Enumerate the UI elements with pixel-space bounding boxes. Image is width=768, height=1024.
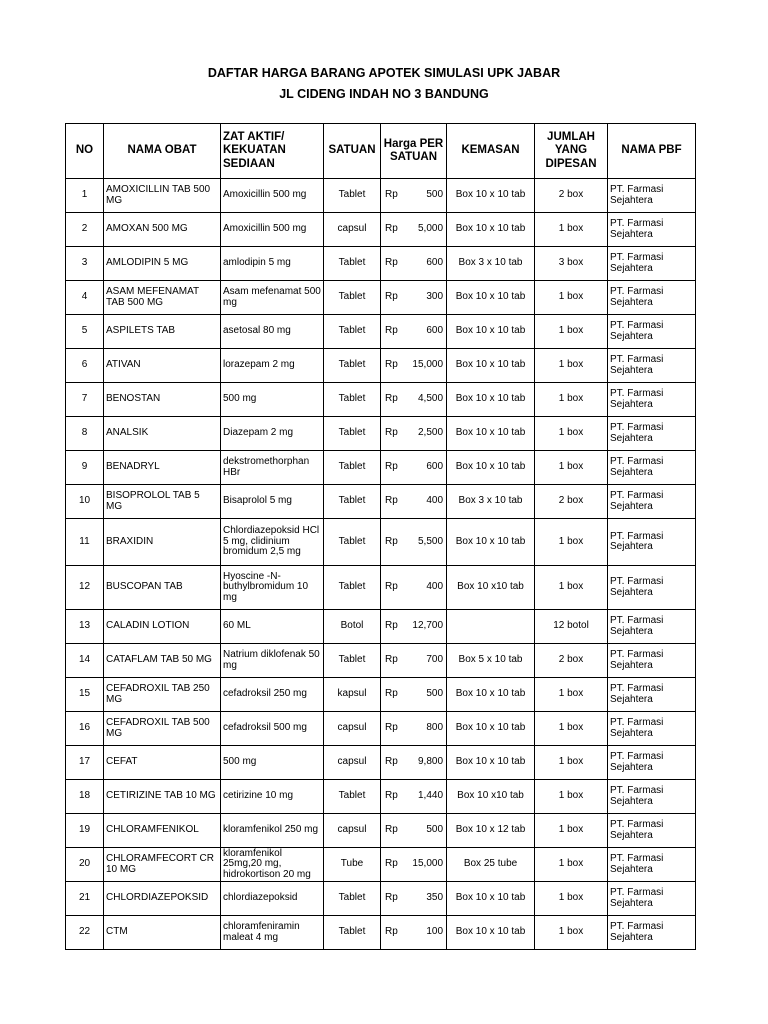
row-satuan: Tablet [324, 566, 381, 610]
row-nama-pbf: PT. Farmasi Sejahtera [608, 610, 696, 644]
row-nama-obat: BENOSTAN [104, 383, 221, 417]
row-jumlah: 1 box [535, 451, 608, 485]
row-kemasan: Box 10 x 10 tab [447, 916, 535, 950]
row-harga: 600 [409, 315, 447, 349]
row-zat-aktif: Bisaprolol 5 mg [221, 485, 324, 519]
row-harga: 2,500 [409, 417, 447, 451]
row-nama-pbf: PT. Farmasi Sejahtera [608, 519, 696, 566]
row-satuan: Tablet [324, 882, 381, 916]
header-satuan: SATUAN [324, 124, 381, 179]
price-table [65, 123, 696, 950]
row-nama-obat: ASAM MEFENAMAT TAB 500 MG [104, 281, 221, 315]
row-satuan: capsul [324, 213, 381, 247]
row-jumlah: 1 box [535, 519, 608, 566]
row-rp: Rp [381, 644, 409, 678]
row-nama-obat: CHLORAMFENIKOL [104, 814, 221, 848]
row-satuan: Tablet [324, 315, 381, 349]
row-harga: 500 [409, 678, 447, 712]
row-nama-pbf: PT. Farmasi Sejahtera [608, 644, 696, 678]
row-rp: Rp [381, 678, 409, 712]
row-nama-pbf: PT. Farmasi Sejahtera [608, 349, 696, 383]
row-satuan: kapsul [324, 678, 381, 712]
row-rp: Rp [381, 746, 409, 780]
row-kemasan: Box 10 x 10 tab [447, 383, 535, 417]
row-no: 5 [66, 315, 104, 349]
row-jumlah: 1 box [535, 712, 608, 746]
row-nama-obat: ASPILETS TAB [104, 315, 221, 349]
row-no: 21 [66, 882, 104, 916]
row-no: 10 [66, 485, 104, 519]
row-no: 11 [66, 519, 104, 566]
table-row [66, 566, 696, 610]
header-jumlah: JUMLAH YANG DIPESAN [535, 124, 608, 179]
table-row [66, 213, 696, 247]
row-nama-obat: CHLORAMFECORT CR 10 MG [104, 848, 221, 882]
row-satuan: Tablet [324, 247, 381, 281]
row-zat-aktif: lorazepam 2 mg [221, 349, 324, 383]
row-jumlah: 1 box [535, 916, 608, 950]
row-rp: Rp [381, 281, 409, 315]
row-zat-aktif: cetirizine 10 mg [221, 780, 324, 814]
row-rp: Rp [381, 712, 409, 746]
row-nama-pbf: PT. Farmasi Sejahtera [608, 451, 696, 485]
row-harga: 600 [409, 247, 447, 281]
row-harga: 1,440 [409, 780, 447, 814]
row-harga: 400 [409, 485, 447, 519]
header-nama-obat: NAMA OBAT [104, 124, 221, 179]
table-row [66, 814, 696, 848]
row-nama-pbf: PT. Farmasi Sejahtera [608, 417, 696, 451]
row-zat-aktif: cefadroksil 500 mg [221, 712, 324, 746]
row-jumlah: 1 box [535, 315, 608, 349]
row-kemasan: Box 10 x 10 tab [447, 678, 535, 712]
row-rp: Rp [381, 247, 409, 281]
table-row [66, 179, 696, 213]
row-nama-obat: BENADRYL [104, 451, 221, 485]
row-jumlah: 1 box [535, 417, 608, 451]
row-satuan: capsul [324, 712, 381, 746]
header-harga: Harga PER SATUAN [381, 124, 447, 179]
row-jumlah: 3 box [535, 247, 608, 281]
row-nama-obat: AMLODIPIN 5 MG [104, 247, 221, 281]
row-rp: Rp [381, 451, 409, 485]
row-kemasan: Box 10 x 10 tab [447, 417, 535, 451]
row-no: 9 [66, 451, 104, 485]
row-satuan: Tablet [324, 485, 381, 519]
row-zat-aktif: Chlordiazepoksid HCl 5 mg, clidinium bromidum 2,5 mg [221, 519, 324, 566]
table-row [66, 746, 696, 780]
row-zat-aktif: kloramfenikol 25mg,20 mg, hidrokortison 20 mg [221, 848, 324, 882]
row-rp: Rp [381, 882, 409, 916]
row-kemasan: Box 10 x 10 tab [447, 349, 535, 383]
header-row [66, 124, 696, 179]
table-row [66, 916, 696, 950]
row-zat-aktif: Diazepam 2 mg [221, 417, 324, 451]
row-jumlah: 2 box [535, 644, 608, 678]
row-harga: 600 [409, 451, 447, 485]
row-jumlah: 1 box [535, 383, 608, 417]
table-row [66, 485, 696, 519]
row-jumlah: 2 box [535, 485, 608, 519]
row-jumlah: 12 botol [535, 610, 608, 644]
row-nama-pbf: PT. Farmasi Sejahtera [608, 179, 696, 213]
table-row [66, 678, 696, 712]
row-nama-obat: CTM [104, 916, 221, 950]
row-no: 18 [66, 780, 104, 814]
row-rp: Rp [381, 916, 409, 950]
row-no: 1 [66, 179, 104, 213]
row-no: 6 [66, 349, 104, 383]
row-satuan: Tablet [324, 519, 381, 566]
row-satuan: Tablet [324, 349, 381, 383]
row-kemasan: Box 10 x 10 tab [447, 315, 535, 349]
row-nama-pbf: PT. Farmasi Sejahtera [608, 746, 696, 780]
table-row [66, 417, 696, 451]
row-no: 13 [66, 610, 104, 644]
row-nama-obat: CALADIN LOTION [104, 610, 221, 644]
row-harga: 300 [409, 281, 447, 315]
row-nama-pbf: PT. Farmasi Sejahtera [608, 814, 696, 848]
row-harga: 5,500 [409, 519, 447, 566]
row-nama-obat: AMOXICILLIN TAB 500 MG [104, 179, 221, 213]
document-title: DAFTAR HARGA BARANG APOTEK SIMULASI UPK JABAR [207, 66, 561, 80]
row-harga: 5,000 [409, 213, 447, 247]
row-harga: 350 [409, 882, 447, 916]
row-kemasan: Box 10 x 10 tab [447, 281, 535, 315]
row-rp: Rp [381, 485, 409, 519]
row-zat-aktif: 60 ML [221, 610, 324, 644]
row-nama-pbf: PT. Farmasi Sejahtera [608, 315, 696, 349]
row-rp: Rp [381, 814, 409, 848]
row-nama-obat: CEFADROXIL TAB 250 MG [104, 678, 221, 712]
row-harga: 9,800 [409, 746, 447, 780]
row-kemasan: Box 10 x 10 tab [447, 712, 535, 746]
row-zat-aktif: Amoxicillin 500 mg [221, 213, 324, 247]
header-kemasan: KEMASAN [447, 124, 535, 179]
row-nama-pbf: PT. Farmasi Sejahtera [608, 213, 696, 247]
row-no: 8 [66, 417, 104, 451]
row-jumlah: 1 box [535, 213, 608, 247]
table-row [66, 281, 696, 315]
table-body [66, 179, 696, 950]
row-satuan: Tablet [324, 179, 381, 213]
row-harga: 15,000 [409, 349, 447, 383]
row-satuan: Tablet [324, 916, 381, 950]
row-jumlah: 1 box [535, 882, 608, 916]
row-kemasan: Box 3 x 10 tab [447, 247, 535, 281]
row-jumlah: 1 box [535, 780, 608, 814]
row-nama-pbf: PT. Farmasi Sejahtera [608, 678, 696, 712]
row-rp: Rp [381, 417, 409, 451]
row-nama-obat: CHLORDIAZEPOKSID [104, 882, 221, 916]
row-zat-aktif: Amoxicillin 500 mg [221, 179, 324, 213]
row-harga: 700 [409, 644, 447, 678]
row-nama-pbf: PT. Farmasi Sejahtera [608, 383, 696, 417]
row-rp: Rp [381, 610, 409, 644]
row-harga: 12,700 [409, 610, 447, 644]
row-nama-obat: CEFAT [104, 746, 221, 780]
row-kemasan: Box 10 x 10 tab [447, 179, 535, 213]
row-zat-aktif: kloramfenikol 250 mg [221, 814, 324, 848]
row-zat-aktif: Asam mefenamat 500 mg [221, 281, 324, 315]
row-rp: Rp [381, 315, 409, 349]
row-kemasan [447, 610, 535, 644]
table-row [66, 519, 696, 566]
row-nama-obat: BISOPROLOL TAB 5 MG [104, 485, 221, 519]
row-zat-aktif: cefadroksil 250 mg [221, 678, 324, 712]
row-nama-pbf: PT. Farmasi Sejahtera [608, 247, 696, 281]
row-kemasan: Box 10 x10 tab [447, 566, 535, 610]
row-zat-aktif: 500 mg [221, 746, 324, 780]
row-harga: 15,000 [409, 848, 447, 882]
row-kemasan: Box 10 x 10 tab [447, 746, 535, 780]
row-satuan: Tablet [324, 383, 381, 417]
row-zat-aktif: chloramfeniramin maleat 4 mg [221, 916, 324, 950]
row-no: 4 [66, 281, 104, 315]
row-jumlah: 1 box [535, 814, 608, 848]
row-rp: Rp [381, 383, 409, 417]
header-no: NO [66, 124, 104, 179]
row-no: 12 [66, 566, 104, 610]
row-jumlah: 1 box [535, 678, 608, 712]
row-jumlah: 1 box [535, 281, 608, 315]
row-kemasan: Box 10 x 12 tab [447, 814, 535, 848]
table-row [66, 712, 696, 746]
row-no: 14 [66, 644, 104, 678]
row-no: 22 [66, 916, 104, 950]
row-no: 17 [66, 746, 104, 780]
table-row [66, 780, 696, 814]
document-subtitle: JL CIDENG INDAH NO 3 BANDUNG [279, 87, 489, 101]
row-nama-pbf: PT. Farmasi Sejahtera [608, 780, 696, 814]
row-jumlah: 2 box [535, 179, 608, 213]
row-nama-pbf: PT. Farmasi Sejahtera [608, 916, 696, 950]
row-kemasan: Box 5 x 10 tab [447, 644, 535, 678]
row-zat-aktif: dekstromethorphan HBr [221, 451, 324, 485]
table-row [66, 644, 696, 678]
row-nama-obat: CETIRIZINE TAB 10 MG [104, 780, 221, 814]
row-zat-aktif: Natrium diklofenak 50 mg [221, 644, 324, 678]
row-rp: Rp [381, 213, 409, 247]
row-nama-obat: ATIVAN [104, 349, 221, 383]
row-nama-pbf: PT. Farmasi Sejahtera [608, 485, 696, 519]
row-kemasan: Box 25 tube [447, 848, 535, 882]
row-satuan: Tablet [324, 417, 381, 451]
table-row [66, 349, 696, 383]
row-harga: 800 [409, 712, 447, 746]
table-row [66, 451, 696, 485]
row-no: 19 [66, 814, 104, 848]
header-nama-pbf: NAMA PBF [608, 124, 696, 179]
row-nama-pbf: PT. Farmasi Sejahtera [608, 281, 696, 315]
row-rp: Rp [381, 349, 409, 383]
row-satuan: capsul [324, 746, 381, 780]
table-row [66, 848, 696, 882]
row-harga: 500 [409, 179, 447, 213]
row-satuan: Tablet [324, 281, 381, 315]
row-no: 2 [66, 213, 104, 247]
row-nama-pbf: PT. Farmasi Sejahtera [608, 882, 696, 916]
row-nama-obat: CEFADROXIL TAB 500 MG [104, 712, 221, 746]
row-no: 15 [66, 678, 104, 712]
row-jumlah: 1 box [535, 566, 608, 610]
row-no: 16 [66, 712, 104, 746]
row-nama-pbf: PT. Farmasi Sejahtera [608, 566, 696, 610]
row-jumlah: 1 box [535, 746, 608, 780]
row-rp: Rp [381, 179, 409, 213]
row-satuan: Botol [324, 610, 381, 644]
row-rp: Rp [381, 848, 409, 882]
row-zat-aktif: Hyoscine -N-buthylbromidum 10 mg [221, 566, 324, 610]
row-satuan: Tablet [324, 644, 381, 678]
row-harga: 500 [409, 814, 447, 848]
row-kemasan: Box 10 x 10 tab [447, 451, 535, 485]
row-kemasan: Box 10 x 10 tab [447, 882, 535, 916]
row-harga: 4,500 [409, 383, 447, 417]
row-no: 3 [66, 247, 104, 281]
row-rp: Rp [381, 566, 409, 610]
table-row [66, 610, 696, 644]
row-zat-aktif: chlordiazepoksid [221, 882, 324, 916]
row-nama-pbf: PT. Farmasi Sejahtera [608, 848, 696, 882]
row-jumlah: 1 box [535, 848, 608, 882]
row-nama-obat: BRAXIDIN [104, 519, 221, 566]
row-kemasan: Box 10 x 10 tab [447, 519, 535, 566]
row-satuan: Tablet [324, 451, 381, 485]
row-kemasan: Box 3 x 10 tab [447, 485, 535, 519]
row-no: 7 [66, 383, 104, 417]
row-kemasan: Box 10 x 10 tab [447, 213, 535, 247]
row-nama-obat: ANALSIK [104, 417, 221, 451]
table-row [66, 315, 696, 349]
row-nama-obat: BUSCOPAN TAB [104, 566, 221, 610]
table-row [66, 383, 696, 417]
row-harga: 400 [409, 566, 447, 610]
row-no: 20 [66, 848, 104, 882]
row-jumlah: 1 box [535, 349, 608, 383]
header-zat-aktif: ZAT AKTIF/ KEKUATAN SEDIAAN [221, 124, 324, 179]
table-row [66, 247, 696, 281]
row-rp: Rp [381, 519, 409, 566]
row-harga: 100 [409, 916, 447, 950]
row-satuan: Tube [324, 848, 381, 882]
row-satuan: Tablet [324, 780, 381, 814]
row-zat-aktif: amlodipin 5 mg [221, 247, 324, 281]
table-row [66, 882, 696, 916]
row-zat-aktif: asetosal 80 mg [221, 315, 324, 349]
row-nama-obat: AMOXAN 500 MG [104, 213, 221, 247]
row-rp: Rp [381, 780, 409, 814]
row-zat-aktif: 500 mg [221, 383, 324, 417]
row-nama-obat: CATAFLAM TAB 50 MG [104, 644, 221, 678]
row-kemasan: Box 10 x10 tab [447, 780, 535, 814]
row-satuan: capsul [324, 814, 381, 848]
row-nama-pbf: PT. Farmasi Sejahtera [608, 712, 696, 746]
